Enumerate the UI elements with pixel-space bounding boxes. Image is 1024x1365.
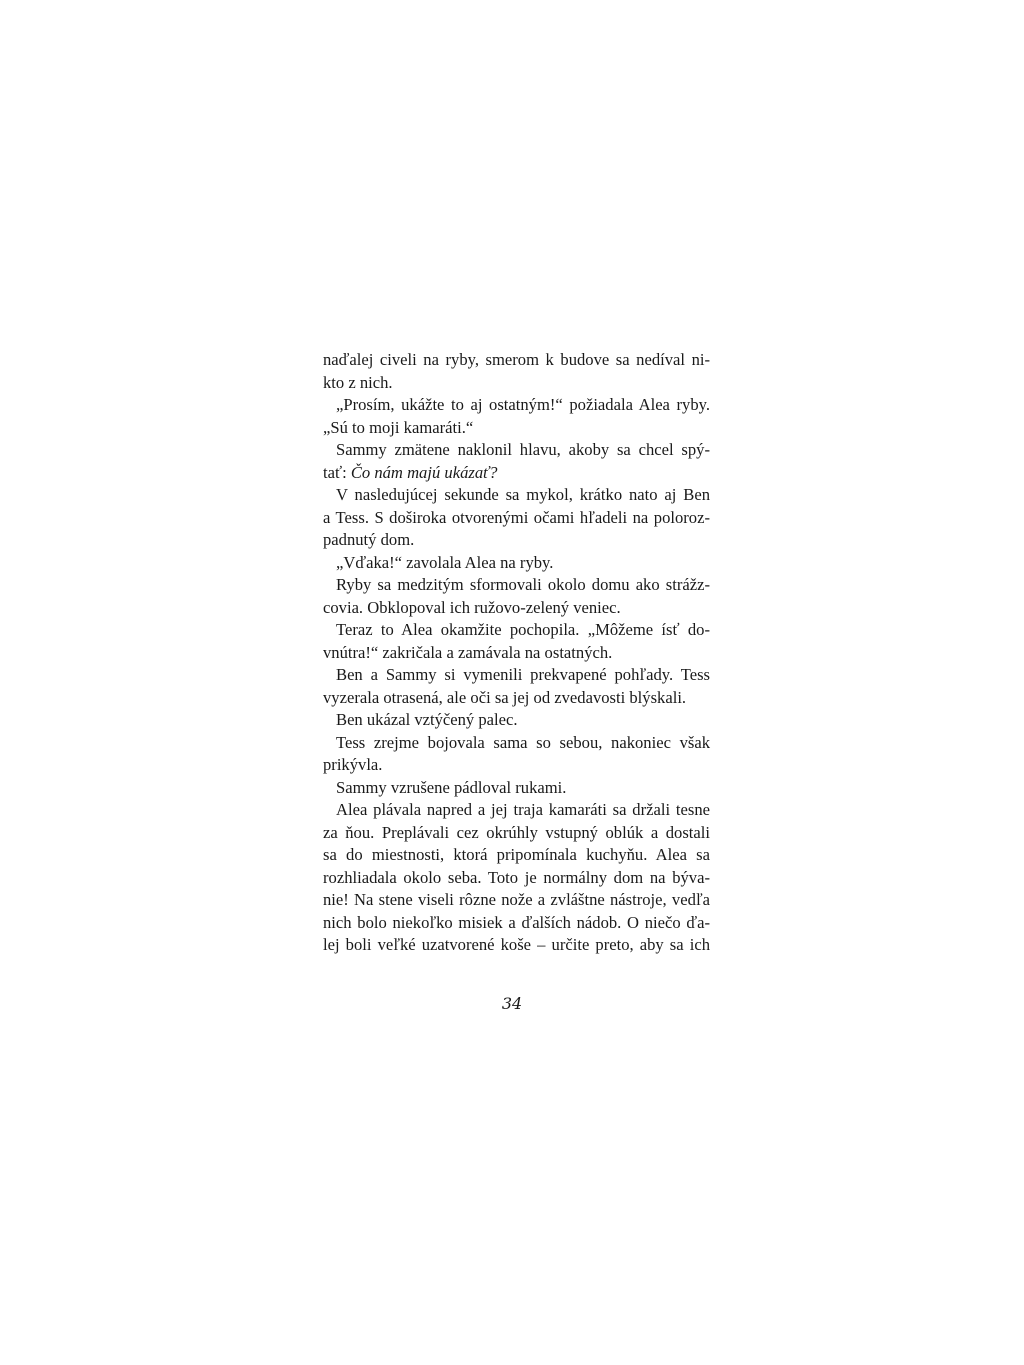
text-line: naďalej civeli na ryby, smerom k budove sa nedíval ni- xyxy=(323,350,710,369)
text-line: a Tess. S doširoka otvorenými očami hľadeli na poloroz- xyxy=(323,507,710,527)
text-line: Ben ukázal vztýčený palec. xyxy=(336,710,518,729)
text-line: Sammy vzrušene pádloval rukami. xyxy=(336,777,567,797)
text-line: nie! Na stene viseli rôzne nože a zvláštne nástroje, vedľa xyxy=(323,890,710,909)
text-line: sa do miestnosti, ktorá pripomínala kuchyňu. Alea sa xyxy=(323,845,710,864)
text-line: „Sú to moji kamaráti.“ xyxy=(323,417,474,437)
text-line: Teraz to Alea okamžite pochopila. „Môžeme ísť do- xyxy=(336,620,710,639)
text-line: rozhliadala okolo seba. Toto je normálny dom na býva- xyxy=(323,867,710,887)
text-line: V nasledujúcej sekunde sa mykol, krátko nato aj Ben xyxy=(336,485,710,504)
text-line: vyzerala otrasená, ale oči sa jej od zvedavosti blýskali. xyxy=(323,687,687,707)
text-line: Tess zrejme bojovala sama so sebou, nakoniec však xyxy=(336,732,710,752)
text-line: Ben a Sammy si vymenili prekvapené pohľady. Tess xyxy=(336,665,710,684)
text-line: Alea plávala napred a jej traja kamaráti sa držali tesne xyxy=(336,800,710,819)
text-line: tať: Čo nám majú ukázať? xyxy=(323,462,498,482)
text-line: za ňou. Preplávali cez okrúhly vstupný oblúk a dostali xyxy=(323,822,710,842)
text-line: covia. Obklopoval ich ružovo-zelený veniec. xyxy=(323,597,621,617)
text-line: kto z nich. xyxy=(323,372,393,392)
text-line: nich bolo niekoľko misiek a ďalších nádob. O niečo ďa- xyxy=(323,912,710,932)
text-line: „Vďaka!“ zavolala Alea na ryby. xyxy=(336,552,554,572)
text-line: lej boli veľké uzatvorené koše – určite preto, aby sa ich xyxy=(323,935,710,954)
text-line: prikývla. xyxy=(323,755,383,774)
body-text xyxy=(323,349,710,957)
text-line: Sammy zmätene naklonil hlavu, akoby sa chcel spý- xyxy=(336,440,710,459)
text-line: „Prosím, ukážte to aj ostatným!“ požiadala Alea ryby. xyxy=(336,395,710,414)
page-number: 34 xyxy=(501,994,523,1013)
text-line: vnútra!“ zakričala a zamávala na ostatných. xyxy=(323,642,613,662)
text-line: Ryby sa medzitým sformovali okolo domu ako strážz- xyxy=(336,575,710,594)
text-line: padnutý dom. xyxy=(323,530,415,549)
